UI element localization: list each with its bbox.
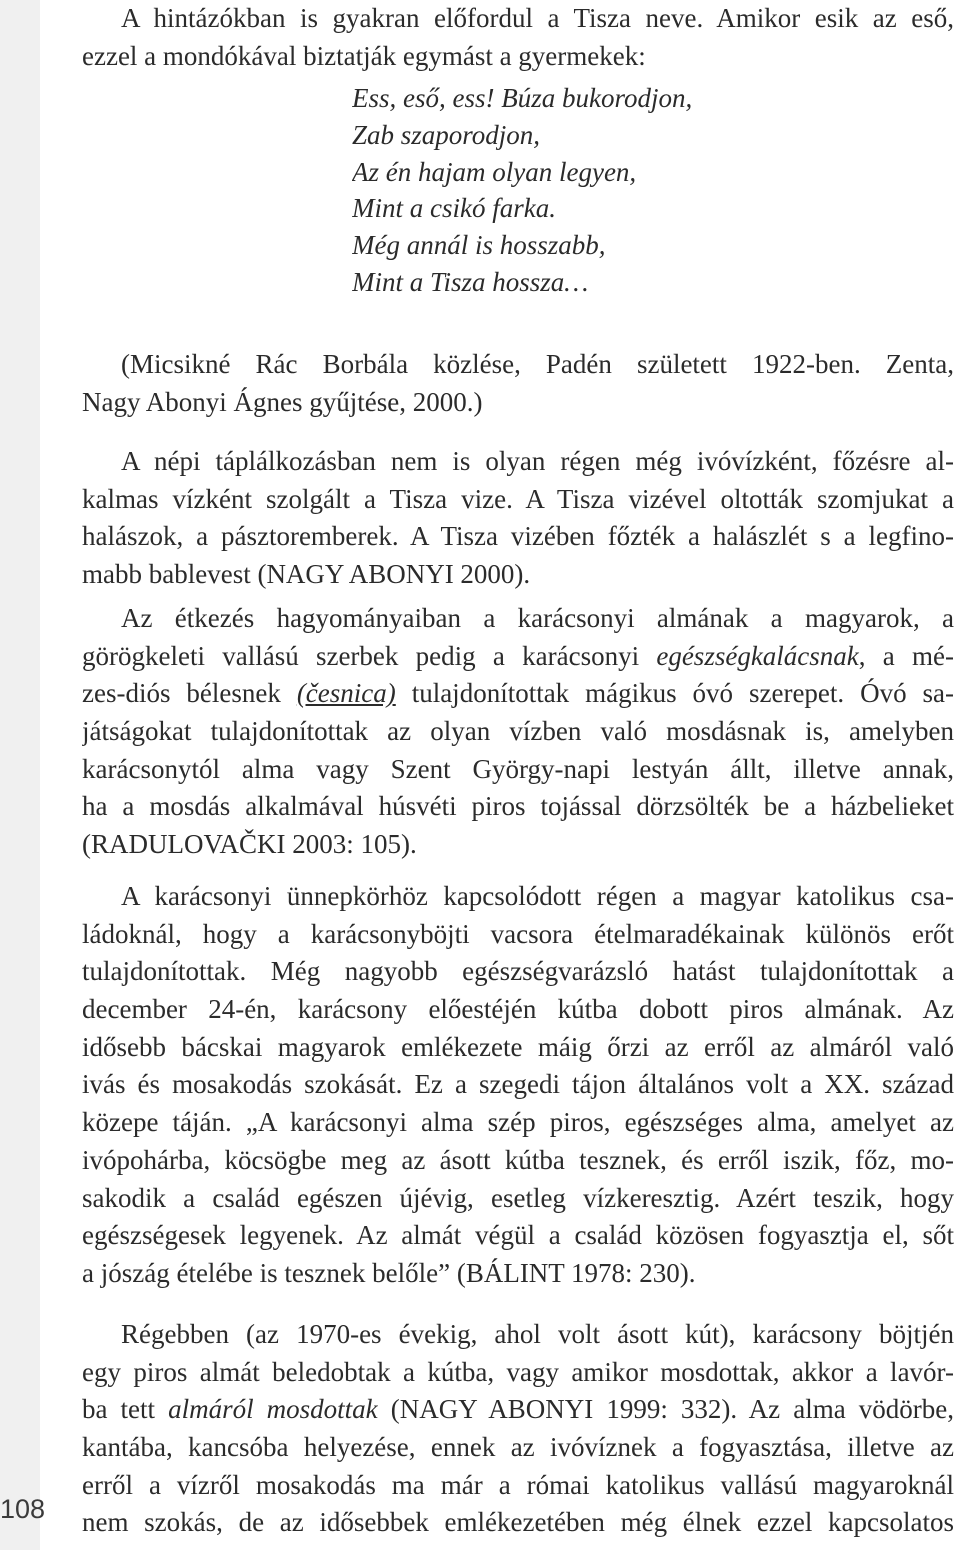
poem-line: Az én hajam olyan legyen, <box>352 156 637 187</box>
text-line: közepe táján. „A karácsonyi alma szép piros, egészséges alma, amelyet az <box>82 1107 954 1138</box>
text-span: , a mé- <box>858 640 954 671</box>
text-line: mabb bablevest (NAGY ABONYI 2000). <box>82 559 531 590</box>
text-line: december 24-én, karácsony előestéjén kútba dobott piros almának. Az <box>82 994 954 1025</box>
source-note <box>82 346 954 421</box>
text-line: ivás és mosakodás szokását. Ez a szegedi tájon általános volt a XX. század <box>82 1069 954 1100</box>
text-line: A karácsonyi ünnepkörhöz kapcsolódott régen a magyar katolikus csa- <box>121 881 954 911</box>
text-line: Az étkezés hagyományaiban a karácsonyi almának a magyarok, a <box>121 603 954 633</box>
text-span: tulajdonítottak mágikus óvó szerepet. Óvó sa- <box>395 678 954 709</box>
paragraph-christmas-customs <box>82 878 954 1293</box>
poem <box>352 80 692 301</box>
text-line: (RADULOVAČKI 2003: 105). <box>82 829 417 860</box>
text-line: halászok, a pásztoremberek. A Tisza vizében főzték a halászlét s a legfino- <box>82 521 954 552</box>
text-line: ivópohárba, köcsögbe meg az ásott kútba tesznek, és erről iszik, főz, mo- <box>82 1144 954 1175</box>
text-line <box>82 638 954 676</box>
text-span: görögkeleti vallású szerbek pedig a karácsonyi <box>82 640 657 671</box>
italic-term: (česnica) <box>296 678 396 709</box>
poem-line: Mint a Tisza hossza… <box>352 266 589 297</box>
text-line <box>82 675 954 713</box>
intro-paragraph <box>82 0 954 75</box>
text-line: játságokat tulajdonítottak az olyan vízben való mosdásnak is, amelyben <box>82 716 954 747</box>
text-line: nem szokás, de az idősebbek emlékezetében még élnek ezzel kapcsolatos <box>82 1507 954 1538</box>
italic-term: almáról mosdottak <box>168 1394 378 1425</box>
text-line: Nagy Abonyi Ágnes gyűjtése, 2000.) <box>82 386 483 417</box>
text-span: ba tett <box>82 1394 169 1425</box>
poem-line: Mint a csikó farka. <box>352 193 556 224</box>
text-line: (Micsikné Rác Borbála közlése, Padén született 1922-ben. Zenta, <box>121 349 954 379</box>
text-line: a jószág ételébe is tesznek belőle” (BÁLINT 1978: 230). <box>82 1257 696 1288</box>
text-line: A népi táplálkozásban nem is olyan régen még ivóvízként, főzésre al- <box>121 446 954 476</box>
text-line: egészségesek legyenek. Az almát végül a család közösen fogyasztja el, sőt <box>82 1220 954 1251</box>
text-line: Régebben (az 1970-es évekig, ahol volt ásott kút), karácsony böjtjén <box>121 1319 954 1349</box>
paragraph-well-apple <box>82 1316 954 1542</box>
text-line: A hintázókban is gyakran előfordul a Tisza neve. Amikor esik az eső, <box>121 3 954 33</box>
poem-line: Még annál is hosszabb, <box>352 230 606 261</box>
poem-line: Zab szaporodjon, <box>352 119 541 150</box>
text-line: ládoknál, hogy a karácsonyböjti vacsora ételmaradékainak különös erőt <box>82 918 954 949</box>
text-span: (NAGY ABONYI 1999: 332). Az alma vödörbe, <box>377 1394 954 1425</box>
page-margin-bar <box>0 0 46 1550</box>
text-line: ezzel a mondókával biztatják egymást a gyermekek: <box>82 40 646 71</box>
text-line: sakodik a család egészen újévig, esetleg vízkeresztig. Azért teszik, hogy <box>82 1182 954 1213</box>
text-line: ha a mosdás alkalmával húsvéti piros tojással dörzsölték be a házbelieket <box>82 791 954 822</box>
paragraph-christmas-apple <box>82 600 954 864</box>
paragraph-drinking-water <box>82 443 954 594</box>
text-line: erről a vízről mosakodás ma már a római katolikus vallású magyaroknál <box>82 1469 954 1500</box>
text-line: egy piros almát beledobtak a kútba, vagy amikor mosdottak, akkor a lavór- <box>82 1356 954 1387</box>
text-line <box>82 1391 954 1429</box>
text-line: karácsonytól alma vagy Szent György-napi lestyán állt, illetve annak, <box>82 753 954 784</box>
page-number: 108 <box>0 1494 46 1524</box>
italic-term: egészségkalácsnak <box>656 640 859 671</box>
poem-line: Ess, eső, ess! Búza bukorodjon, <box>352 83 693 113</box>
text-span: zes-diós bélesnek <box>82 678 297 709</box>
text-line: idősebb bácskai magyarok emlékezete máig őrzi az erről az almáról való <box>82 1031 954 1062</box>
text-line: tulajdonítottak. Még nagyobb egészségvarázsló hatást tulajdonítottak a <box>82 956 954 987</box>
text-line: kantába, kancsóba helyezése, ennek az ivóvíznek a fogyasztása, illetve az <box>82 1432 954 1463</box>
text-line: kalmas vízként szolgált a Tisza vize. A Tisza vizével oltották szomjukat a <box>82 483 954 514</box>
